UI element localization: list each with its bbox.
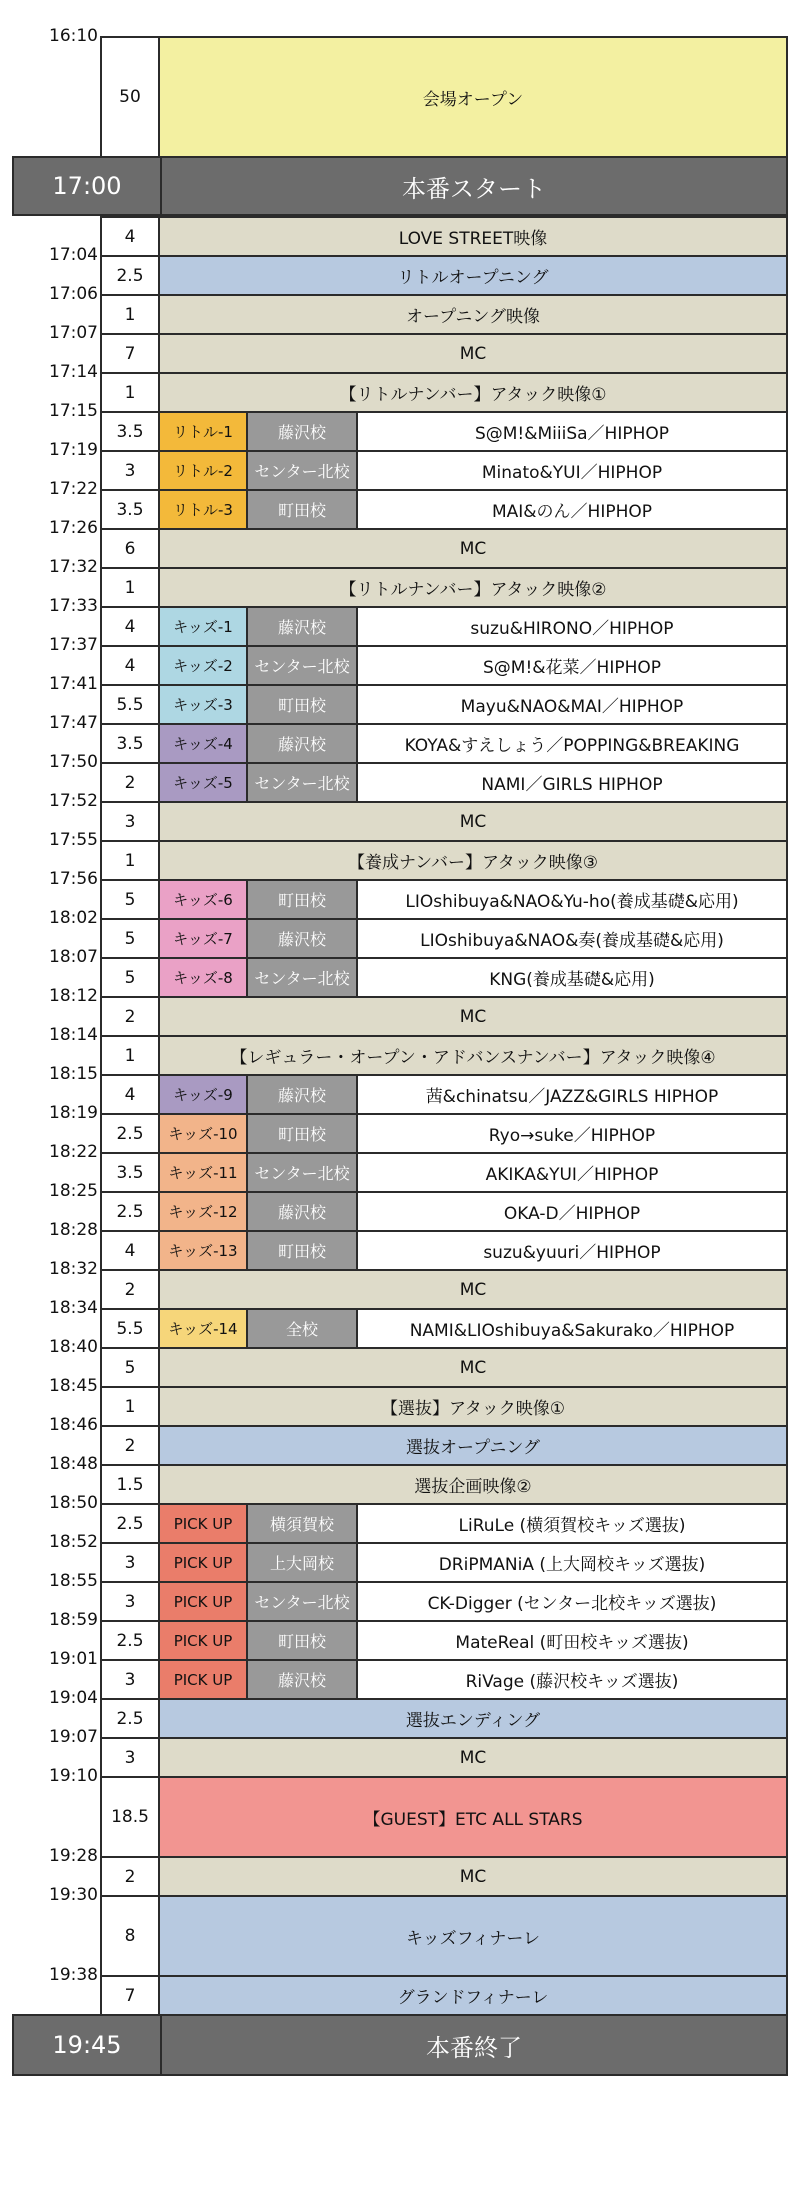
program-title: MC [160,530,786,567]
performance-row [100,957,788,998]
time-label: 17:07 [49,323,98,343]
time-label: 17:04 [49,245,98,265]
school-cell: センター北校 [248,452,358,489]
performer-cell: 茜&chinatsu／JAZZ&GIRLS HIPHOP [358,1076,786,1113]
duration-cell: 3 [102,1583,160,1620]
program-title: グランドフィナーレ [160,1977,786,2014]
program-row [100,216,788,257]
number-tag: キッズ-12 [160,1193,248,1230]
duration-cell: 6 [102,530,160,567]
performance-row [100,1659,788,1700]
duration-cell: 5 [102,959,160,996]
performance-row [100,450,788,491]
duration-cell: 1 [102,374,160,411]
performer-cell: CK-Digger (センター北校キッズ選抜) [358,1583,786,1620]
duration-cell: 1 [102,569,160,606]
performance-row [100,918,788,959]
program-title: 選抜オープニング [160,1427,786,1464]
milestone-title: 本番終了 [426,2033,522,2062]
performer-cell: KOYA&すえしょう／POPPING&BREAKING [358,725,786,762]
program-row [100,1035,788,1076]
duration-cell: 5.5 [102,1310,160,1347]
time-label: 18:22 [49,1142,98,1162]
program-title: キッズフィナーレ [160,1897,786,1975]
duration-cell: 2 [102,764,160,801]
performance-row [100,1620,788,1661]
time-label: 17:52 [49,791,98,811]
time-label: 17:50 [49,752,98,772]
program-title: 【レギュラー・オープン・アドバンスナンバー】アタック映像④ [160,1037,786,1074]
performer-cell: LIOshibuya&NAO&奏(養成基礎&応用) [358,920,786,957]
duration-cell: 2 [102,1858,160,1895]
time-label: 17:32 [49,557,98,577]
school-cell: 町田校 [248,881,358,918]
performance-row [100,489,788,530]
school-cell: 藤沢校 [248,920,358,957]
number-tag: リトル-3 [160,491,248,528]
program-title: 【選抜】アタック映像① [160,1388,786,1425]
program-title: 選抜エンディング [160,1700,786,1737]
duration-cell: 2 [102,998,160,1035]
school-cell: 町田校 [248,1232,358,1269]
number-tag: キッズ-10 [160,1115,248,1152]
program-row [100,1386,788,1427]
program-row [100,1464,788,1505]
program-title: 選抜企画映像② [160,1466,786,1503]
performer-cell: AKIKA&YUI／HIPHOP [358,1154,786,1191]
performer-cell: MAI&のん／HIPHOP [358,491,786,528]
performer-cell: S@M!&MiiiSa／HIPHOP [358,413,786,450]
program-row [100,372,788,413]
school-cell: 全校 [248,1310,358,1347]
performer-cell: Mayu&NAO&MAI／HIPHOP [358,686,786,723]
duration-cell: 2 [102,1271,160,1308]
duration-cell: 4 [102,608,160,645]
performance-row [100,1308,788,1349]
time-label: 19:28 [49,1846,98,1866]
time-label: 18:02 [49,908,98,928]
performance-row [100,1074,788,1115]
duration-cell: 2.5 [102,1700,160,1737]
duration-cell: 3 [102,1739,160,1776]
duration-cell: 2 [102,1427,160,1464]
duration-cell: 18.5 [102,1778,160,1856]
program-row [100,1698,788,1739]
time-label: 17:26 [49,518,98,538]
duration-cell: 2.5 [102,1622,160,1659]
performance-row [100,879,788,920]
duration-cell: 2.5 [102,1193,160,1230]
number-tag: PICK UP [160,1505,248,1542]
time-label: 19:10 [49,1766,98,1786]
duration-cell: 1 [102,1037,160,1074]
performance-row [100,411,788,452]
program-row [100,1269,788,1310]
program-row [100,840,788,881]
time-label: 18:28 [49,1220,98,1240]
performer-cell: DRiPMANiA (上大岡校キッズ選抜) [358,1544,786,1581]
time-label: 18:25 [49,1181,98,1201]
program-title: 【リトルナンバー】アタック映像① [160,374,786,411]
performance-row [100,645,788,686]
duration-cell: 3.5 [102,491,160,528]
time-label: 16:10 [49,26,98,46]
time-label: 17:33 [49,596,98,616]
school-cell: 横須賀校 [248,1505,358,1542]
program-row [100,1776,788,1858]
program-title: オープニング映像 [160,296,786,333]
program-title: MC [160,803,786,840]
program-row [100,255,788,296]
school-cell: 藤沢校 [248,1193,358,1230]
program-row [100,1895,788,1977]
performance-row [100,1542,788,1583]
time-label: 18:19 [49,1103,98,1123]
program-row [100,1975,788,2016]
school-cell: 藤沢校 [248,1076,358,1113]
time-label: 18:48 [49,1454,98,1474]
time-label: 17:22 [49,479,98,499]
performance-row [100,1191,788,1232]
duration-cell: 8 [102,1897,160,1975]
school-cell: 藤沢校 [248,725,358,762]
duration-cell: 3.5 [102,413,160,450]
time-label: 18:12 [49,986,98,1006]
time-label: 17:56 [49,869,98,889]
time-label: 18:50 [49,1493,98,1513]
number-tag: PICK UP [160,1661,248,1698]
number-tag: PICK UP [160,1544,248,1581]
school-cell: 藤沢校 [248,413,358,450]
number-tag: キッズ-5 [160,764,248,801]
time-label: 18:07 [49,947,98,967]
program-title: 【養成ナンバー】アタック映像③ [160,842,786,879]
time-label: 17:55 [49,830,98,850]
number-tag: キッズ-6 [160,881,248,918]
performer-cell: Minato&YUI／HIPHOP [358,452,786,489]
number-tag: キッズ-13 [160,1232,248,1269]
school-cell: 町田校 [248,491,358,528]
performer-cell: NAMI&LIOshibuya&Sakurako／HIPHOP [358,1310,786,1347]
duration-cell: 1 [102,842,160,879]
duration-cell: 4 [102,1232,160,1269]
performer-cell: suzu&HIRONO／HIPHOP [358,608,786,645]
school-cell: 藤沢校 [248,1661,358,1698]
performer-cell: KNG(養成基礎&応用) [358,959,786,996]
duration-cell: 7 [102,1977,160,2014]
program-title: MC [160,1739,786,1776]
number-tag: リトル-2 [160,452,248,489]
duration-cell: 5.5 [102,686,160,723]
duration-cell: 4 [102,1076,160,1113]
duration-cell: 4 [102,647,160,684]
program-title: 会場オープン [160,38,786,156]
number-tag: PICK UP [160,1622,248,1659]
time-label: 18:40 [49,1337,98,1357]
school-cell: 町田校 [248,686,358,723]
time-label: 19:07 [49,1727,98,1747]
program-title: MC [160,998,786,1035]
performer-cell: MateReal (町田校キッズ選抜) [358,1622,786,1659]
time-label: 18:59 [49,1610,98,1630]
program-row [100,1856,788,1897]
school-cell: センター北校 [248,647,358,684]
school-cell: センター北校 [248,1583,358,1620]
program-title: 【リトルナンバー】アタック映像② [160,569,786,606]
milestone-bar [12,2014,788,2076]
school-cell: 藤沢校 [248,608,358,645]
time-label: 19:01 [49,1649,98,1669]
performance-row [100,1152,788,1193]
duration-cell: 3 [102,1544,160,1581]
number-tag: キッズ-9 [160,1076,248,1113]
duration-cell: 3.5 [102,1154,160,1191]
number-tag: キッズ-2 [160,647,248,684]
performer-cell: NAMI／GIRLS HIPHOP [358,764,786,801]
program-title: 【GUEST】ETC ALL STARS [160,1778,786,1856]
performer-cell: S@M!&花菜／HIPHOP [358,647,786,684]
performance-row [100,1581,788,1622]
duration-cell: 50 [102,38,160,156]
performance-row [100,606,788,647]
program-row [100,36,788,158]
duration-cell: 1 [102,1388,160,1425]
time-label: 19:38 [49,1965,98,1985]
school-cell: センター北校 [248,764,358,801]
performer-cell: suzu&yuuri／HIPHOP [358,1232,786,1269]
duration-cell: 3.5 [102,725,160,762]
time-label: 18:14 [49,1025,98,1045]
time-label: 18:52 [49,1532,98,1552]
program-row [100,801,788,842]
number-tag: キッズ-1 [160,608,248,645]
time-label: 18:45 [49,1376,98,1396]
program-row [100,1347,788,1388]
duration-cell: 5 [102,881,160,918]
performance-row [100,1113,788,1154]
number-tag: PICK UP [160,1583,248,1620]
school-cell: 町田校 [248,1622,358,1659]
number-tag: リトル-1 [160,413,248,450]
program-row [100,333,788,374]
performer-cell: OKA-D／HIPHOP [358,1193,786,1230]
milestone-time: 19:45 [14,2016,162,2074]
performer-cell: RiVage (藤沢校キッズ選抜) [358,1661,786,1698]
duration-cell: 2.5 [102,1115,160,1152]
school-cell: センター北校 [248,959,358,996]
duration-cell: 4 [102,218,160,255]
time-label: 17:06 [49,284,98,304]
duration-cell: 5 [102,920,160,957]
number-tag: キッズ-11 [160,1154,248,1191]
performance-row [100,723,788,764]
program-row [100,294,788,335]
program-title: MC [160,1858,786,1895]
time-label: 17:41 [49,674,98,694]
program-title: リトルオープニング [160,257,786,294]
program-title: MC [160,1271,786,1308]
time-label: 19:30 [49,1885,98,1905]
milestone-time: 17:00 [14,158,162,214]
performance-row [100,1230,788,1271]
time-label: 17:15 [49,401,98,421]
duration-cell: 7 [102,335,160,372]
time-label: 19:04 [49,1688,98,1708]
time-label: 17:14 [49,362,98,382]
time-label: 18:55 [49,1571,98,1591]
time-label: 18:15 [49,1064,98,1084]
duration-cell: 1.5 [102,1466,160,1503]
duration-cell: 5 [102,1349,160,1386]
program-row [100,528,788,569]
program-title: LOVE STREET映像 [160,218,786,255]
number-tag: キッズ-14 [160,1310,248,1347]
duration-cell: 3 [102,1661,160,1698]
number-tag: キッズ-8 [160,959,248,996]
performance-row [100,762,788,803]
performer-cell: LIOshibuya&NAO&Yu-ho(養成基礎&応用) [358,881,786,918]
duration-cell: 1 [102,296,160,333]
performance-row [100,684,788,725]
number-tag: キッズ-3 [160,686,248,723]
performer-cell: LiRuLe (横須賀校キッズ選抜) [358,1505,786,1542]
program-row [100,996,788,1037]
performer-cell: Ryo→suke／HIPHOP [358,1115,786,1152]
duration-cell: 3 [102,452,160,489]
school-cell: 町田校 [248,1115,358,1152]
time-label: 18:46 [49,1415,98,1435]
duration-cell: 2.5 [102,257,160,294]
number-tag: キッズ-7 [160,920,248,957]
time-label: 17:47 [49,713,98,733]
time-label: 17:37 [49,635,98,655]
time-label: 17:19 [49,440,98,460]
program-row [100,1737,788,1778]
time-label: 18:34 [49,1298,98,1318]
number-tag: キッズ-4 [160,725,248,762]
school-cell: 上大岡校 [248,1544,358,1581]
duration-cell: 2.5 [102,1505,160,1542]
time-label: 18:32 [49,1259,98,1279]
milestone-bar [12,156,788,216]
duration-cell: 3 [102,803,160,840]
milestone-title: 本番スタート [402,174,546,203]
school-cell: センター北校 [248,1154,358,1191]
program-title: MC [160,335,786,372]
program-title: MC [160,1349,786,1386]
performance-row [100,1503,788,1544]
program-row [100,1425,788,1466]
program-row [100,567,788,608]
